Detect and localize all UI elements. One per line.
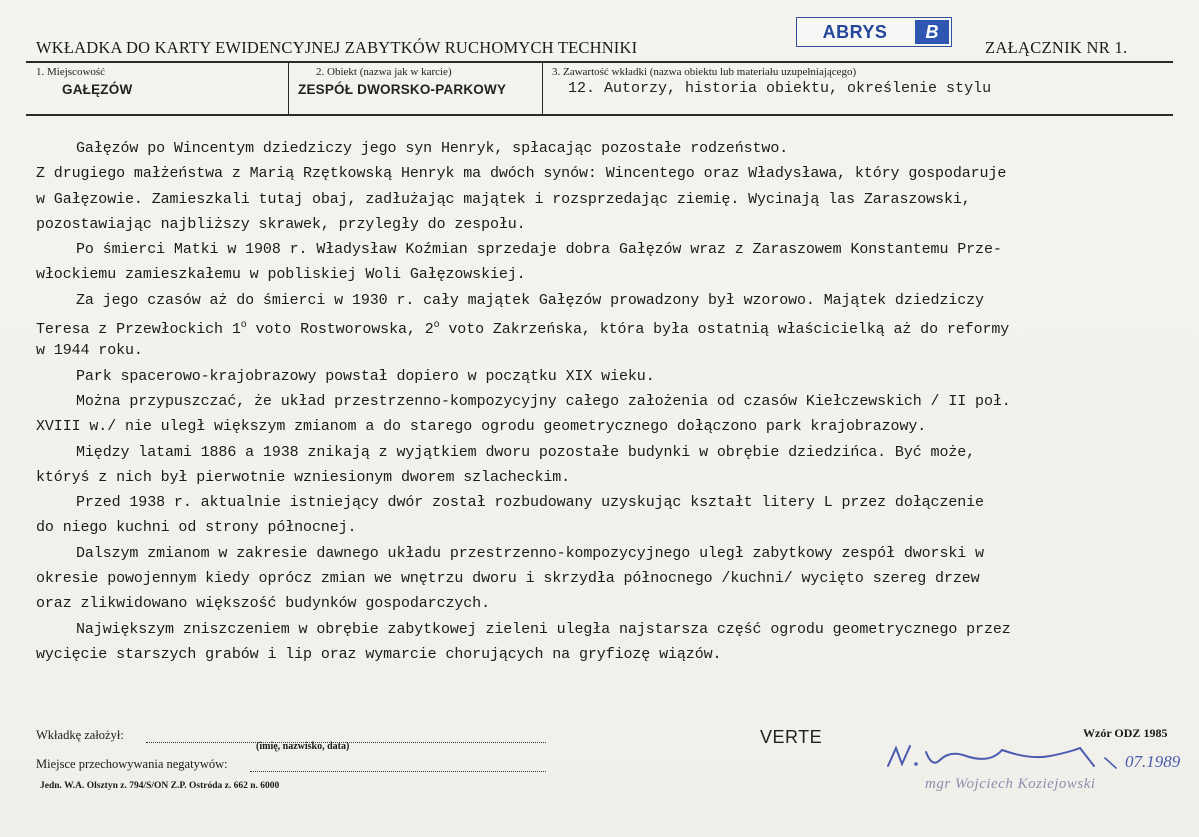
body-text [36, 136, 1146, 667]
founder-label: Wkładkę założył: [36, 728, 124, 742]
body-line: do niego kuchni od strony północnej. [36, 519, 357, 537]
body-line: włockiemu zamieszkałemu w pobliskiej Woli Gałęzowskiej. [36, 266, 526, 284]
body-line: Między latami 1886 a 1938 znikają z wyjątkiem dworu pozostałe budynki w obrębie dziedzińca. Być może, [76, 443, 976, 461]
body-line: Po śmierci Matki w 1908 r. Władysław Koźmian sprzedaje dobra Gałęzów wraz z Zaraszowem Konstantemu Prze- [76, 241, 1002, 259]
body-line: Największym zniszczeniem w obrębie zabytkowej zieleni uległa najstarsza część ogrodu geometrycznego przez [76, 620, 1011, 638]
header-rule-bottom [26, 114, 1173, 116]
stamp-label: ABRYS [822, 21, 888, 42]
body-line: Gałęzów po Wincentym dziedziczy jego syn Henryk, spłacając pozostałe rodzeństwo. [76, 140, 789, 157]
header-rule-top [26, 61, 1173, 63]
body-line: w 1944 roku. [36, 342, 143, 360]
locality-value: GAŁĘZÓW [62, 82, 133, 97]
printer-imprint: Jedn. W.A. Olsztyn z. 794/S/ON Z.P. Ostróda z. 662 n. 6000 [40, 781, 280, 791]
body-line: Teresa z Przewłockich 1$^o$ voto Rostworowska, 2$^o$ voto Zakrzeńska, która była ostatnią właścicielką aż do reformy [36, 320, 1010, 339]
body-line: pozostawiając najbliższy skrawek, przyległy do zespołu. [36, 215, 526, 233]
abrys-logo-icon [915, 20, 949, 44]
body-line: Dalszym zmianom w zakresie dawnego układu przestrzenno-kompozycyjnego uległ zabytkowy zespół dworski w [76, 544, 984, 562]
verte-mark: VERTE [760, 727, 823, 747]
attachment-number: ZAŁĄCZNIK NR 1. [985, 38, 1128, 57]
locality-label: 1. Miejscowość [36, 66, 106, 78]
body-line: Za jego czasów aż do śmierci w 1930 r. cały majątek Gałęzów prowadzony był wzorowo. Majątek dziedziczy [76, 291, 984, 309]
body-line: oraz zlikwidowano większość budynków gospodarczych. [36, 595, 490, 613]
body-line: któryś z nich był pierwotnie wzniesionym dworem szlacheckim. [36, 468, 571, 486]
object-value: ZESPÓŁ DWORSKO-PARKOWY [298, 82, 507, 97]
abrys-stamp [796, 17, 952, 47]
field-divider-2 [542, 62, 543, 115]
body-line: Z drugiego małżeństwa z Marią Rzętkowską Henryk ma dwóch synów: Wincentego oraz Władysława, który gospodaruje [36, 165, 1007, 183]
body-line: Przed 1938 r. aktualnie istniejący dwór został rozbudowany uzyskując kształt litery L przez dołączenie [76, 494, 984, 512]
logo-letter: B [925, 22, 939, 42]
object-label: 2. Obiekt (nazwa jak w karcie) [316, 66, 452, 78]
storage-line [250, 771, 546, 772]
body-line: Można przypuszczać, że układ przestrzenno-kompozycyjny całego założenia od czasów Kiełczewskich / II poł. [76, 392, 1011, 410]
form-code: Wzór ODZ 1985 [1083, 726, 1168, 740]
body-line: w Gałęzowie. Zamieszkali tutaj obaj, zadłużając majątek i rozsprzedając ziemię. Wycinają las Zaraszowski, [36, 190, 971, 208]
founder-hint: (imię, nazwisko, data) [256, 741, 350, 752]
body-line: wycięcie starszych grabów i lip oraz wymarcie chorujących na gryfiozę wiązów. [36, 645, 722, 663]
body-line: XVIII w./ nie uległ większym zmianom a do starego ogrodu geometrycznego dołączono park krajobrazowy. [36, 418, 927, 436]
body-line: Park spacerowo-krajobrazowy powstał dopiero w początku XIX wieku. [76, 367, 655, 385]
signature-name-stamp: mgr Wojciech Koziejowski [925, 776, 1096, 792]
contents-label: 3. Zawartość wkładki (nazwa obiektu lub materiału uzupełniającego) [552, 66, 857, 78]
storage-label: Miejsce przechowywania negatywów: [36, 757, 228, 771]
body-line: okresie powojennym kiedy oprócz zmian we wnętrzu dworu i skrzydła północnego /kuchni/ wycięto szereg drzew [36, 570, 980, 588]
field-divider-1 [288, 62, 289, 115]
contents-value: 12. Autorzy, historia obiektu, określenie stylu [568, 80, 992, 97]
signature-date: 07.1989 [1125, 752, 1181, 771]
document-title: WKŁADKA DO KARTY EWIDENCYJNEJ ZABYTKÓW RUCHOMYCH TECHNIKI [36, 38, 638, 57]
